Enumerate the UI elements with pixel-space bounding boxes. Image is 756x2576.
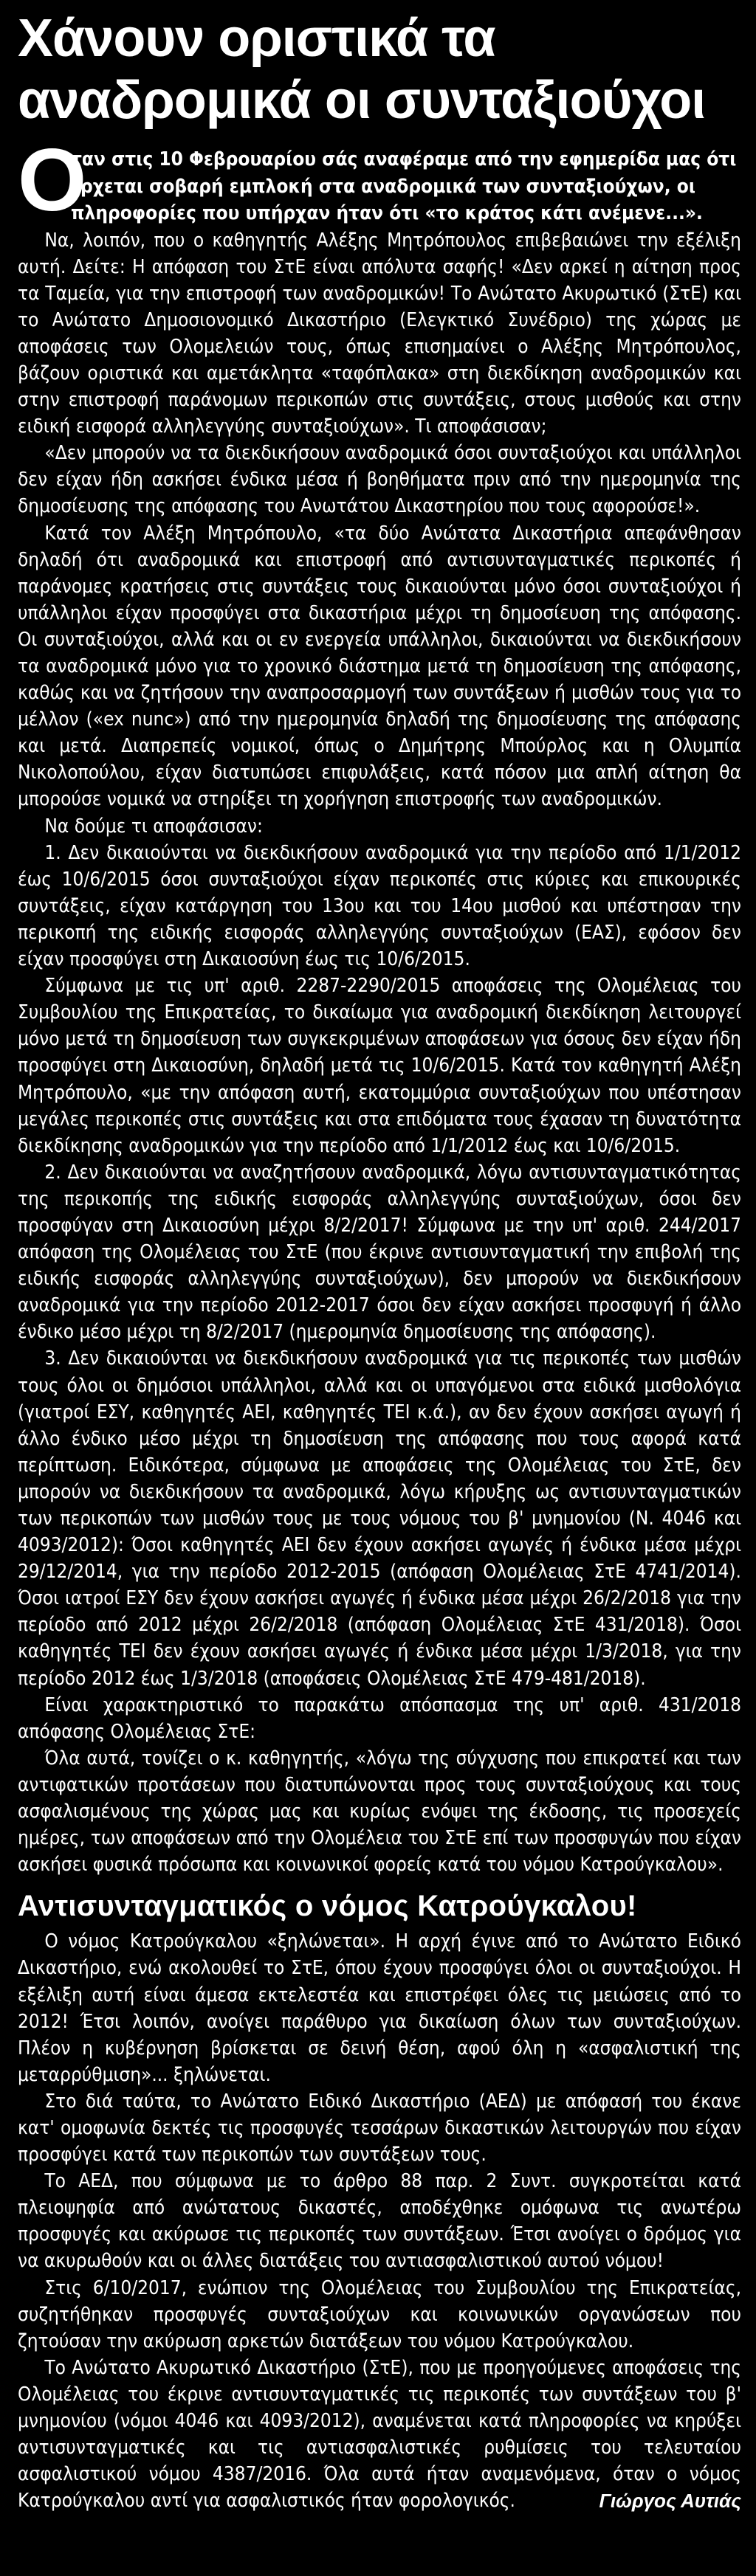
paragraph: Όλα αυτά, τονίζει ο κ. καθηγητής, «λόγω της σύγχυσης που επικρατεί και των αντιφατικών προτάσεων που διατυπώνονται προς τους συνταξιούχους και τους ασφαλισμένους της χώρας μας και κυρίως ενόψει της έκδοσης, τις προσεχείς ημέρες, των αποφάσεων από την Ολομέλεια του ΣτΕ επί των προσφυγών που είχαν ασκήσει φυσικά πρόσωπα και κοινωνικοί φορείς κατά του νόμου Κατρούγκαλου». bbox=[18, 1747, 741, 1876]
paragraph: Είναι χαρακτηριστικό το παρακάτω απόσπασμα της υπ' αριθ. 431/2018 απόφασης Ολομέλειας ΣτΕ: bbox=[18, 1693, 741, 1743]
paragraph: Στο διά ταύτα, το Ανώτατο Ειδικό Δικαστήριο (ΑΕΔ) με απόφασή του έκανε κατ' ομοφωνία δεκτές τις προσφυγές τεσσάρων δικαστικών λειτουργών που είχαν προσφύγει κατά των περικοπών των συντάξεων τους. bbox=[18, 2090, 741, 2166]
author-signature: Γιώργος Αυτιάς bbox=[599, 2490, 741, 2513]
paragraph: Κατά τον Αλέξη Μητρόπουλο, «τα δύο Ανώτατα Δικαστήρια απεφάνθησαν δηλαδή ότι αναδρομικά και επιστροφή από αντισυνταγματικές περικοπές ή παράνομες κρατήσεις στις συντάξεις τους δικαιούνται μόνο όσοι συνταξιούχοι ή υπάλληλοι είχαν προσφύγει στα δικαστήρια μέχρι τη δημοσίευση της απόφασης. Οι συνταξιούχοι, αλλά και οι εν ενεργεία υπάλληλοι, δικαιούνται να διεκδικήσουν τα αναδρομικά μόνο για το χρονικό διάστημα μετά τη δημοσίευση της απόφασης, καθώς και να ζητήσουν την αναπροσαρμογή των συντάξεων ή μισθών τους για το μέλλον («ex nunc») από την ημερομηνία δηλαδή της δημοσίευσης της απόφασης και μετά. Διαπρεπείς νομικοί, όπως ο Δημήτρης Μπούρλος και η Ολυμπία Νικολοπούλου, είχαν διατυπώσει επιφυλάξεις, κατά πόσον μια απλή αίτηση θα μπορούσε νομικά να στηρίξει τη χορήγηση επιστροφής των αναδρομικών. bbox=[18, 522, 741, 811]
article-title: Χάνουν οριστικά τα αναδρομικά οι συνταξιούχοι bbox=[18, 9, 706, 130]
paragraph: Το ΑΕΔ, που σύμφωνα με το άρθρο 88 παρ. 2 Συντ. συγκροτείται κατά πλειοψηφία από ανώτατους δικαστές, αποδέχθηκε ομόφωνα τις ανωτέρω προσφυγές και ακύρωσε τις περικοπές των συντάξεων. Έτσι ανοίγει ο δρόμος για να ακυρωθούν και οι άλλες διατάξεις του αντιασφαλιστικού αυτού νόμου! bbox=[18, 2170, 741, 2273]
paragraph: Σύμφωνα με τις υπ' αριθ. 2287-2290/2015 αποφάσεις της Ολομέλειας του Συμβουλίου της Επικρατείας, το δικαίωμα για αναδρομική διεκδίκηση λειτουργεί μόνο μετά τη δημοσίευση των συγκεκριμένων αποφάσεων για όσους δεν είχαν ήδη προσφύγει στη Δικαιοσύνη, δηλαδή μετά τις 10/6/2015. Κατά τον καθηγητή Αλέξη Μητρόπουλο, «με την απόφαση αυτή, εκατομμύρια συνταξιούχων που υπέστησαν μεγάλες περικοπές στις συντάξεις και στα επιδόματα τους έχασαν τη δυνατότητα διεκδίκησης αναδρομικών για την περίοδο από 1/1/2012 έως και 10/6/2015. bbox=[18, 975, 741, 1157]
paragraph: Να, λοιπόν, που ο καθηγητής Αλέξης Μητρόπουλος επιβεβαιώνει την εξέλιξη αυτή. Δείτε: Η απόφαση του ΣτΕ είναι απόλυτα σαφής! «Δεν αρκεί η αίτηση προς τα Ταμεία, για την επιστροφή των αναδρομικών! Το Ανώτατο Ακυρωτικό (ΣτΕ) και το Ανώτατο Δημοσιονομικό Δικαστήριο (Ελεγκτικό Συνέδριο) της χώρας με αποφάσεις των Ολομελειών τους, όπως επισημαίνει ο Αλέξης Μητρόπουλος, βάζουν οριστικά και αμετάκλητα «ταφόπλακα» στη διεκδίκηση αναδρομικών και στην επιστροφή παράνομων περικοπών στις συντάξεις, στους μισθούς και στην ειδική εισφορά αλληλεγγύης συνταξιούχων». Τι αποφάσισαν; bbox=[18, 229, 741, 438]
drop-cap: Ο bbox=[18, 146, 87, 227]
paragraph: 1. Δεν δικαιούνται να διεκδικήσουν αναδρομικά για την περίοδο από 1/1/2012 έως 10/6/2015 όσοι συνταξιούχοι είχαν περικοπές στις κύριες και επικουρικές συντάξεις, είχαν κατάργηση του 13ου και του 14ου μισθού και υπέστησαν την περικοπή της ειδικής εισφοράς αλληλεγγύης συνταξιούχων (ΕΑΣ), εφόσον δεν είχαν προσφύγει στη Δικαιοσύνη έως τις 10/6/2015. bbox=[18, 841, 741, 971]
section-heading: Αντισυνταγματικός ο νόμος Κατρούγκαλου! bbox=[18, 1890, 637, 1923]
lede bbox=[18, 146, 741, 227]
lede-text: ταν στις 10 Φεβρουαρίου σάς αναφέραμε από την εφημερίδα μας ότι έρχεται σοβαρή εμπλοκή στα αναδρομικά των συνταξιούχων, οι πληροφορίες που υπήρχαν ήταν ότι «το κράτος κάτι ανέμενε...». bbox=[71, 148, 737, 224]
paragraph: Το Ανώτατο Ακυρωτικό Δικαστήριο (ΣτΕ), που με προηγούμενες αποφάσεις της Ολομέλειας του έκρινε αντισυνταγματικές τις περικοπές των συντάξεων του β' μνημονίου (νόμοι 4046 και 4093/2012), αναμένεται κατά πληροφορίες να κηρύξει αντισυνταγματικές και τις αντιασφαλιστικές ρυθμίσεις του τελευταίου ασφαλιστικού νόμου 4387/2016. Όλα αυτά ήταν αναμενόμενα, όταν ο νόμος Κατρούγκαλου αντί για ασφαλιστικός ήταν φορολογικός. bbox=[18, 2356, 741, 2513]
paragraph: «Δεν μπορούν να τα διεκδικήσουν αναδρομικά όσοι συνταξιούχοι και υπάλληλοι δεν είχαν ήδη ασκήσει ένδικα μέσα ή βοηθήματα πριν από την ημερομηνία της δημοσίευσης της απόφασης του Ανωτάτου Δικαστηρίου που τους αφορούσε!». bbox=[18, 442, 741, 518]
paragraph: Ο νόμος Κατρούγκαλου «ξηλώνεται». Η αρχή έγινε από το Ανώτατο Ειδικό Δικαστήριο, ενώ ακολουθεί το ΣτΕ, όπου έχουν προσφύγει όλοι οι συνταξιούχοι. Η εξέλιξη αυτή είναι άμεσα εκτελεστέα και επιστρέφει όλες τις μειώσεις από το 2012! Έτσι λοιπόν, ανοίγει παράθυρο για δικαίωση όλων των συνταξιούχων. Πλέον η κυβέρνηση βρίσκεται σε δεινή θέση, αφού όλη η «ασφαλιστική της μεταρρύθμιση»... ξηλώνεται. bbox=[18, 1930, 741, 2086]
paragraph: 2. Δεν δικαιούνται να αναζητήσουν αναδρομικά, λόγω αντισυνταγματικότητας της περικοπής της ειδικής εισφοράς αλληλεγγύης συνταξιούχων, όσοι δεν προσφύγαν στη Δικαιοσύνη μέχρι 8/2/2017! Σύμφωνα με την υπ' αριθ. 244/2017 απόφαση της Ολομέλειας του ΣτΕ (που έκρινε αντισυνταγματική την επιβολή της ειδικής εισφοράς αλληλεγγύης συνταξιούχων), δεν μπορούν να διεκδικήσουν αναδρομικά για την περίοδο 2012-2017 όσοι δεν είχαν ασκήσει προσφυγή ή άλλο ένδικο μέσο μέχρι τη 8/2/2017 (ημερομηνία δημοσίευσης της απόφασης). bbox=[18, 1161, 741, 1344]
article-body bbox=[18, 227, 741, 2515]
paragraph: 3. Δεν δικαιούνται να διεκδικήσουν αναδρομικά για τις περικοπές των μισθών τους όλοι οι δημόσιοι υπάλληλοι, αλλά και οι υπαγόμενοι στα ειδικά μισθολόγια (γιατροί ΕΣΥ, καθηγητές ΑΕΙ, καθηγητές ΤΕΙ κ.ά.), αν δεν έχουν ασκήσει αγωγή ή άλλο ένδικο μέσο μέχρι τη δημοσίευση της απόφασης που τους αφορά κατά περίπτωση. Ειδικότερα, σύμφωνα με αποφάσεις της Ολομέλειας του ΣτΕ, δεν μπορούν να διεκδικήσουν τα αναδρομικά, λόγω κήρυξης ως αντισυνταγματικών των περικοπών των μισθών τους με τους νόμους του β' μνημονίου (Ν. 4046 και 4093/2012): Όσοι καθηγητές ΑΕΙ δεν έχουν ασκήσει αγωγές ή ένδικα μέσα μέχρι 29/12/2014, για την περίοδο 2012-2015 (απόφαση Ολομέλειας ΣτΕ 4741/2014). Όσοι ιατροί ΕΣΥ δεν έχουν ασκήσει αγωγές ή ένδικα μέσα μέχρι 26/2/2018 για την περίοδο από 2012 μέχρι 26/2/2018 (απόφαση Ολομέλειας ΣτΕ 431/2018). Όσοι καθηγητές ΤΕΙ δεν έχουν ασκήσει αγωγές ή ένδικα μέσα μέχρι 1/3/2018, για την περίοδο 2012 έως 1/3/2018 (αποφάσεις Ολομέλειας ΣτΕ 479-481/2018). bbox=[18, 1347, 741, 1690]
paragraph: Στις 6/10/2017, ενώπιον της Ολομέλειας του Συμβουλίου της Επικρατείας, συζητήθηκαν προσφυγές συνταξιούχων και κοινωνικών οργανώσεων που ζητούσαν την ακύρωση αρκετών διατάξεων του νόμου Κατρούγκαλου. bbox=[18, 2276, 741, 2352]
paragraph: Να δούμε τι αποφάσισαν: bbox=[44, 815, 263, 838]
